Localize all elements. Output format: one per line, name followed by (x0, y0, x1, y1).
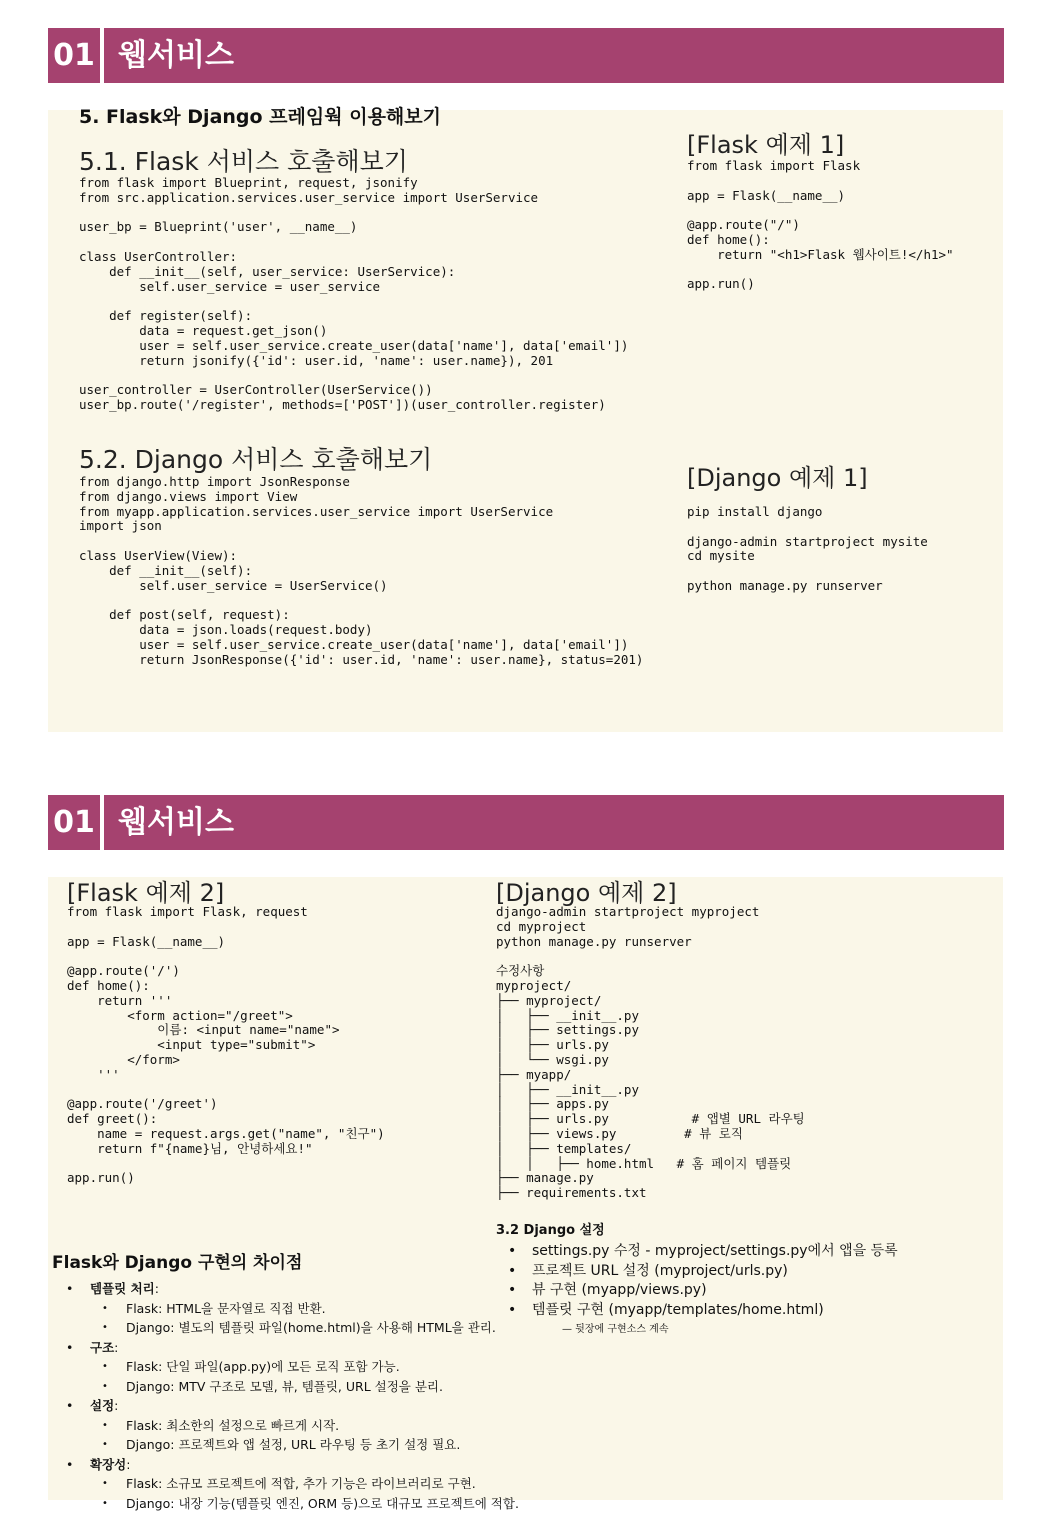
flask-example2-title: [Flask 예제 2] (67, 879, 225, 907)
section-title: 5. Flask와 Django 프레임웍 이용해보기 (79, 106, 441, 128)
list-item: • 뷰 구현 (myapp/views.py) (496, 1281, 936, 1301)
list-item: • Flask: HTML을 문자열로 직접 반환. (52, 1299, 522, 1319)
django-example2-title: [Django 예제 2] (496, 879, 677, 907)
list-item: • Flask: 소규모 프로젝트에 적합, 추가 기능은 라이브러리로 구현. (52, 1474, 522, 1494)
flask-service-code: from flask import Blueprint, request, jsonify from src.application.services.user_service import UserService user_bp = Blueprint('user', __name__) class UserController: def __init__(self, user_service: UserService): self.user_service = user_service def register(self): data = request.get_json() user = self.user_service.create_user(data['name'], data['email']) return jsonify({'id': user.id, 'name': user.name}), 201 user_controller = UserController(UserService()) user_bp.route('/register', methods=['POST'])(user_controller.register) (79, 175, 629, 412)
django-settings-block (496, 1219, 936, 1335)
page2-header (48, 795, 1004, 850)
section-number: 01 (53, 805, 95, 840)
list-item: • Django: 내장 기능(템플릿 엔진, ORM 등)으로 대규모 프로젝트에 적합. (52, 1494, 522, 1514)
differences-list (52, 1279, 522, 1513)
list-item: • 구조: (52, 1338, 522, 1358)
flask-example1-title: [Flask 예제 1] (687, 131, 845, 159)
group-label: 구조 (90, 1339, 115, 1355)
differences-block (52, 1248, 522, 1513)
list-item: • Django: MTV 구조로 모델, 뷰, 템플릿, URL 설정을 분리. (52, 1377, 522, 1397)
django-example1-title: [Django 예제 1] (687, 464, 868, 492)
list-item: • 프로젝트 URL 설정 (myproject/urls.py) (496, 1262, 936, 1282)
flask-service-title: 5.1. Flask 서비스 호출해보기 (79, 147, 408, 176)
list-item: • Flask: 최소한의 설정으로 빠르게 시작. (52, 1416, 522, 1436)
django-settings-list (496, 1242, 936, 1320)
django-example2-code: django-admin startproject myproject cd myproject python manage.py runserver 수정사항 myproject/ ├── myproject/ │ ├── __init__.py │ ├── settings.py │ ├── urls.py │ └── wsgi.py ├── myapp/ │ ├── __init__.py │ ├── apps.py │ ├── urls.py # 앱별 URL 라우팅 │ ├── views.py # 뷰 로직 │ ├── templates/ │ │ ├── home.html # 홈 페이지 템플릿 ├── manage.py ├── requirements.txt (496, 904, 805, 1201)
flask-example2-code: from flask import Flask, request app = Flask(__name__) @app.route('/') def home(): return ''' <form action="/greet"> 이름: <input name="name"> <input type="submit"> </form> ''' @app.route('/greet') def greet(): name = request.args.get("name", "친구") return f"{name}님, 안녕하세요!" app.run() (67, 904, 385, 1186)
group-label: 설정 (90, 1398, 115, 1413)
list-item: • 설정: (52, 1396, 522, 1416)
page1-header (48, 28, 1004, 83)
group-label: 확장성 (90, 1456, 127, 1472)
django-service-code: from django.http import JsonResponse from django.views import View from myapp.application.services.user_service import UserService import json class UserView(View): def __init__(self): self.user_service = UserService() def post(self, request): data = json.loads(request.body) user = self.user_service.create_user(data['name'], data['email']) return JsonResponse({'id': user.id, 'name': user.name}, status=201) (79, 474, 644, 667)
continued-note: — 뒷장에 구현소스 계속 (562, 1324, 669, 1335)
header-divider (100, 795, 104, 850)
group-label: 템플릿 처리 (90, 1281, 155, 1296)
django-settings-title: 3.2 Django 설정 (496, 1223, 605, 1238)
list-item: • Django: 프로젝트와 앱 설정, URL 라우팅 등 초기 설정 필요. (52, 1435, 522, 1455)
list-item: • Django: 별도의 템플릿 파일(home.html)을 사용해 HTML을 관리. (52, 1318, 522, 1338)
header-divider (100, 28, 104, 83)
django-example1-code: pip install django django-admin startproject mysite cd mysite python manage.py runserver (687, 504, 928, 593)
list-item: • settings.py 수정 - myproject/settings.py에서 앱을 등록 (496, 1242, 936, 1262)
django-service-title: 5.2. Django 서비스 호출해보기 (79, 445, 433, 474)
section-number: 01 (53, 38, 95, 73)
list-item: • 템플릿 처리: (52, 1279, 522, 1299)
flask-example1-code: from flask import Flask app = Flask(__name__) @app.route("/") def home(): return "<h1>Flask 웹사이트!</h1>" app.run() (687, 158, 954, 292)
list-item: • 템플릿 구현 (myapp/templates/home.html) (496, 1301, 936, 1321)
differences-title: Flask와 Django 구현의 차이점 (52, 1253, 303, 1273)
header-title: 웹서비스 (118, 805, 234, 840)
header-title: 웹서비스 (118, 38, 234, 73)
list-item: • 확장성: (52, 1455, 522, 1475)
list-item: • Flask: 단일 파일(app.py)에 모든 로직 포함 가능. (52, 1357, 522, 1377)
